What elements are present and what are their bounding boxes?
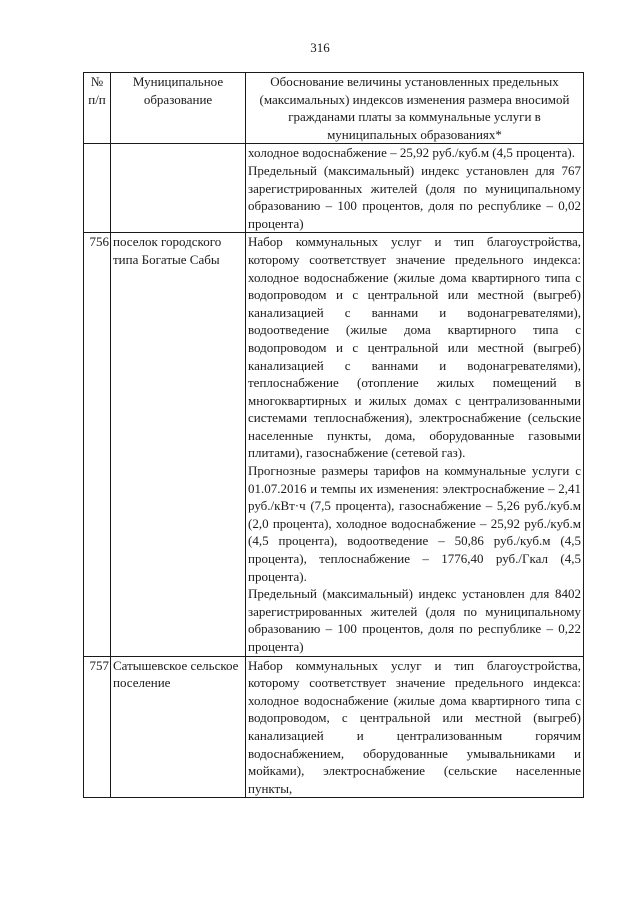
justification-paragraph: Набор коммунальных услуг и тип благоустройства, которому соответствует значение предельного индекса: холодное водоснабжение (жилые дома квартирного типа с водопроводом, с центральной или местной (выгреб) канализацией и централизованным горячим водоснабжением, оборудованные умывальниками и мойками), электроснабжение (сельские населенные пункты, — [248, 657, 581, 796]
row-number: 756 — [84, 233, 111, 656]
row-number — [84, 144, 111, 233]
tariff-index-table — [83, 72, 584, 798]
justification-paragraph: холодное водоснабжение – 25,92 руб./куб.м (4,5 процента). — [248, 145, 575, 161]
row-justification — [246, 144, 584, 233]
table-row — [84, 233, 584, 656]
table-row — [84, 656, 584, 798]
header-justification: Обоснование величины установленных предельных (максимальных) индексов изменения размера вносимой гражданами платы за коммунальные услуги в муниципальных образованиях* — [246, 73, 584, 144]
row-number: 757 — [84, 656, 111, 798]
justification-paragraph: Прогнозные размеры тарифов на коммунальные услуги с 01.07.2016 и темпы их изменения: электроснабжение – 2,41 руб./кВт·ч (7,5 процента), газоснабжение – 5,26 руб./куб.м (2,0 процента), холодное водоснабжение – 25,92 руб./куб.м (4,5 процента), водоотведение – 50,86 руб./куб.м (4,5 процента), теплоснабжение – 1776,40 руб./Гкал (4,5 процента). — [248, 463, 581, 584]
justification-paragraph: Предельный (максимальный) индекс установлен для 8402 зарегистрированных жителей (доля по муниципальному образованию – 100 процентов, доля по республике – 0,22 процента) — [248, 586, 581, 654]
table-header-row — [84, 73, 584, 144]
header-municipality: Муниципальное образование — [111, 73, 246, 144]
page-number: 316 — [310, 40, 330, 55]
row-justification — [246, 656, 584, 798]
justification-paragraph: Набор коммунальных услуг и тип благоустройства, которому соответствует значение предельного индекса: холодное водоснабжение (жилые дома квартирного типа с водопроводом и с центральной или местной (выгреб) канализацией с ваннами и водонагревателями), водоотведение (жилые дома квартирного типа с водопроводом и с центральной или местной (выгреб) канализацией с ваннами и водонагревателями), теплоснабжение (отопление жилых помещений в многоквартирных и жилых домах с централизованными системами теплоснабжения), электроснабжение (сельские населенные пункты, дома, оборудованные газовыми плитами), газоснабжение (сетевой газ). — [248, 234, 581, 461]
header-num: № п/п — [84, 73, 111, 144]
row-municipality: поселок городского типа Богатые Сабы — [111, 233, 246, 656]
table-row — [84, 144, 584, 233]
row-municipality — [111, 144, 246, 233]
justification-paragraph: Предельный (максимальный) индекс установлен для 767 зарегистрированных жителей (доля по муниципальному образованию – 100 процентов, доля по республике – 0,02 процента) — [248, 162, 581, 231]
row-justification — [246, 233, 584, 656]
row-municipality: Сатышевское сельское поселение — [111, 656, 246, 798]
